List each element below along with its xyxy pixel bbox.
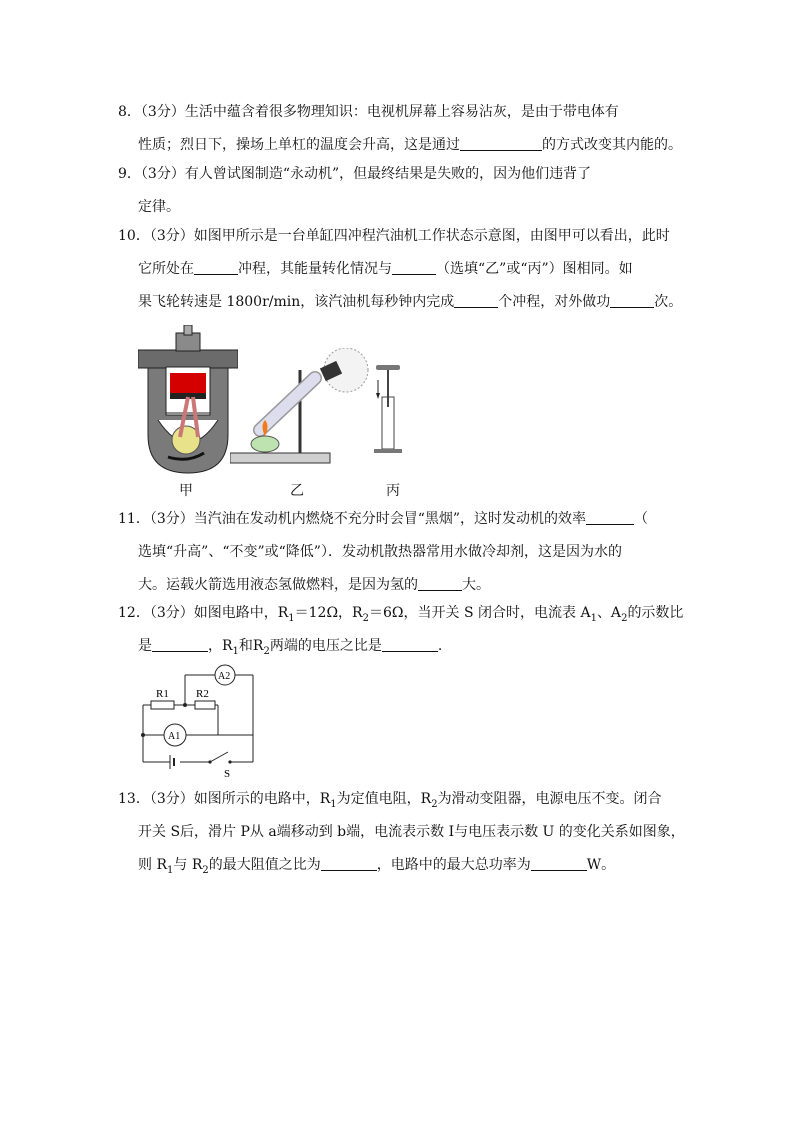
q10-text-1: 10．（3分）如图甲所示是一台单缸四冲程汽油机工作状态示意图，由图甲可以看出，此时: [118, 228, 670, 244]
q13-sub-1: 1: [330, 798, 337, 810]
q13-blank-power[interactable]: [531, 855, 587, 871]
q12-text-2b: ，R: [208, 638, 233, 654]
q9-line-1: [118, 158, 678, 191]
circuit-label-s: S: [224, 768, 231, 780]
q13-sub-2: 2: [431, 798, 438, 810]
q13-sub-3: 1: [167, 864, 174, 876]
q9-text-2: 定律。: [138, 199, 180, 215]
q10-blank-figure[interactable]: [392, 259, 436, 275]
q10-text-3a: 果飞轮转速是 1800r/min，该汽油机每秒钟内完成: [138, 294, 455, 310]
q13-text-1b: 为定值电阻，R: [336, 791, 432, 807]
q10-blank-stroke[interactable]: [194, 259, 238, 275]
q8-blank-2[interactable]: [460, 135, 542, 151]
q13-text-3b: 与 R: [173, 857, 203, 873]
question-11: [118, 503, 678, 602]
q13-text-2: 开关 S后，滑片 P从 a端移动到 b端，电流表示数 I与电压表示数 U 的变化关系如图象，: [138, 824, 685, 840]
q12-line-1: [118, 597, 684, 630]
q13-line-3: [118, 849, 678, 882]
q10-text-2b: 冲程，其能量转化情况与: [238, 261, 392, 277]
q11-blank-efficiency[interactable]: [586, 509, 634, 525]
question-9: [118, 158, 678, 224]
q8-line-1: [118, 96, 678, 129]
question-13: [118, 783, 685, 882]
q8-text-1: 8．（3分）生活中蕴含着很多物理知识：电视机屏幕上容易沾灰，是由于带电体有: [118, 104, 619, 120]
fig-label-jia: 甲: [179, 483, 193, 499]
q13-blank-ratio[interactable]: [321, 855, 377, 871]
q12-sub-6: 2: [263, 645, 270, 657]
question-10: [118, 220, 683, 319]
q8-text-2a: 性质；烈日下，操场上单杠的温度会升高，这是通过: [138, 137, 460, 153]
q10-line-1: [118, 220, 678, 253]
q12-blank-ratio[interactable]: [152, 636, 208, 652]
q12-text-1a: 12．（3分）如图电路中，R: [118, 605, 289, 621]
circuit-label-r1: R1: [156, 688, 169, 700]
q12-text-2e: .: [437, 638, 443, 654]
q11-text-1a: 11．（3分）当汽油在发动机内燃烧不充分时会冒“黑烟”，这时发动机的效率: [118, 511, 587, 527]
q10-text-2a: 它所处在: [138, 261, 194, 277]
q10-text-3b: 个冲程，对外做功: [498, 294, 611, 310]
q12-sub-2: 2: [362, 612, 369, 624]
q12-text-1e: 的示数比: [627, 605, 684, 621]
q9-text-1: 9．（3分）有人曾试图制造“永动机”，但最终结果是失败的，因为他们违背了: [118, 166, 592, 182]
circuit-diagram-q12: [138, 660, 258, 780]
q13-line-1: [118, 783, 678, 816]
q11-text-2: 选填“升高”、“不变”或“降低”）．发动机散热器常用水做冷却剂，这是因为水的: [138, 544, 622, 560]
q10-blank-strokes[interactable]: [454, 292, 498, 308]
circuit-label-a2: A2: [218, 671, 231, 682]
q10-text-3c: 次。: [654, 294, 683, 310]
circuit-label-r2: R2: [196, 688, 209, 700]
q12-text-2c: 和R: [238, 638, 264, 654]
q10-text-2c: （选填“乙”或“丙”）图相同。如: [436, 261, 633, 277]
q12-sub-3: 1: [590, 612, 597, 624]
fig-label-bing: 丙: [386, 483, 400, 499]
engine-diagram-jia: [138, 325, 238, 475]
q12-sub-5: 1: [232, 645, 239, 657]
q10-line-3: [118, 286, 683, 319]
q12-line-2: [118, 630, 678, 663]
q13-text-3c: 的最大阻值之比为: [208, 857, 321, 873]
q13-line-2: [118, 816, 685, 849]
q13-text-3d: ，电路中的最大总功率为: [376, 857, 531, 873]
fig-label-yi: 乙: [290, 483, 304, 499]
q13-sub-4: 2: [202, 864, 209, 876]
q12-sub-4: 2: [621, 612, 628, 624]
q12-sub-1: 1: [288, 612, 295, 624]
q11-text-1b: （: [634, 511, 649, 527]
q11-line-2: [118, 536, 678, 569]
q12-text-1c: ＝6Ω，当开关 S 闭合时，电流表 A: [368, 605, 591, 621]
q13-text-1c: 为滑动变阻器，电源电压不变。闭合: [437, 791, 662, 807]
q12-text-1d: 、A: [596, 605, 622, 621]
q10-blank-work[interactable]: [610, 292, 654, 308]
q13-text-3a: 则 R: [138, 857, 167, 873]
q11-text-3a: 大。运载火箭选用液态氢做燃料，是因为氢的: [138, 577, 418, 593]
q11-text-3b: 大。: [462, 577, 490, 593]
q11-line-1: [118, 503, 678, 536]
q12-blank-voltage[interactable]: [382, 636, 438, 652]
circuit-label-a1: A1: [168, 731, 181, 742]
q8-text-2b: 的方式改变其内能的。: [542, 137, 682, 153]
question-8: [118, 96, 682, 162]
q12-text-2a: 是: [138, 638, 152, 654]
q12-text-2d: 两端的电压之比是: [269, 638, 382, 654]
q11-blank-hydrogen[interactable]: [418, 575, 462, 591]
q12-text-1b: ＝12Ω，R: [294, 605, 363, 621]
question-12: [118, 597, 684, 663]
q13-text-3e: W。: [586, 857, 616, 873]
q10-line-2: [118, 253, 678, 286]
test-tube-diagram-yi: [230, 348, 375, 466]
air-syringe-diagram-bing: [372, 365, 412, 455]
q13-text-1a: 13．（3分）如图所示的电路中，R: [118, 791, 331, 807]
